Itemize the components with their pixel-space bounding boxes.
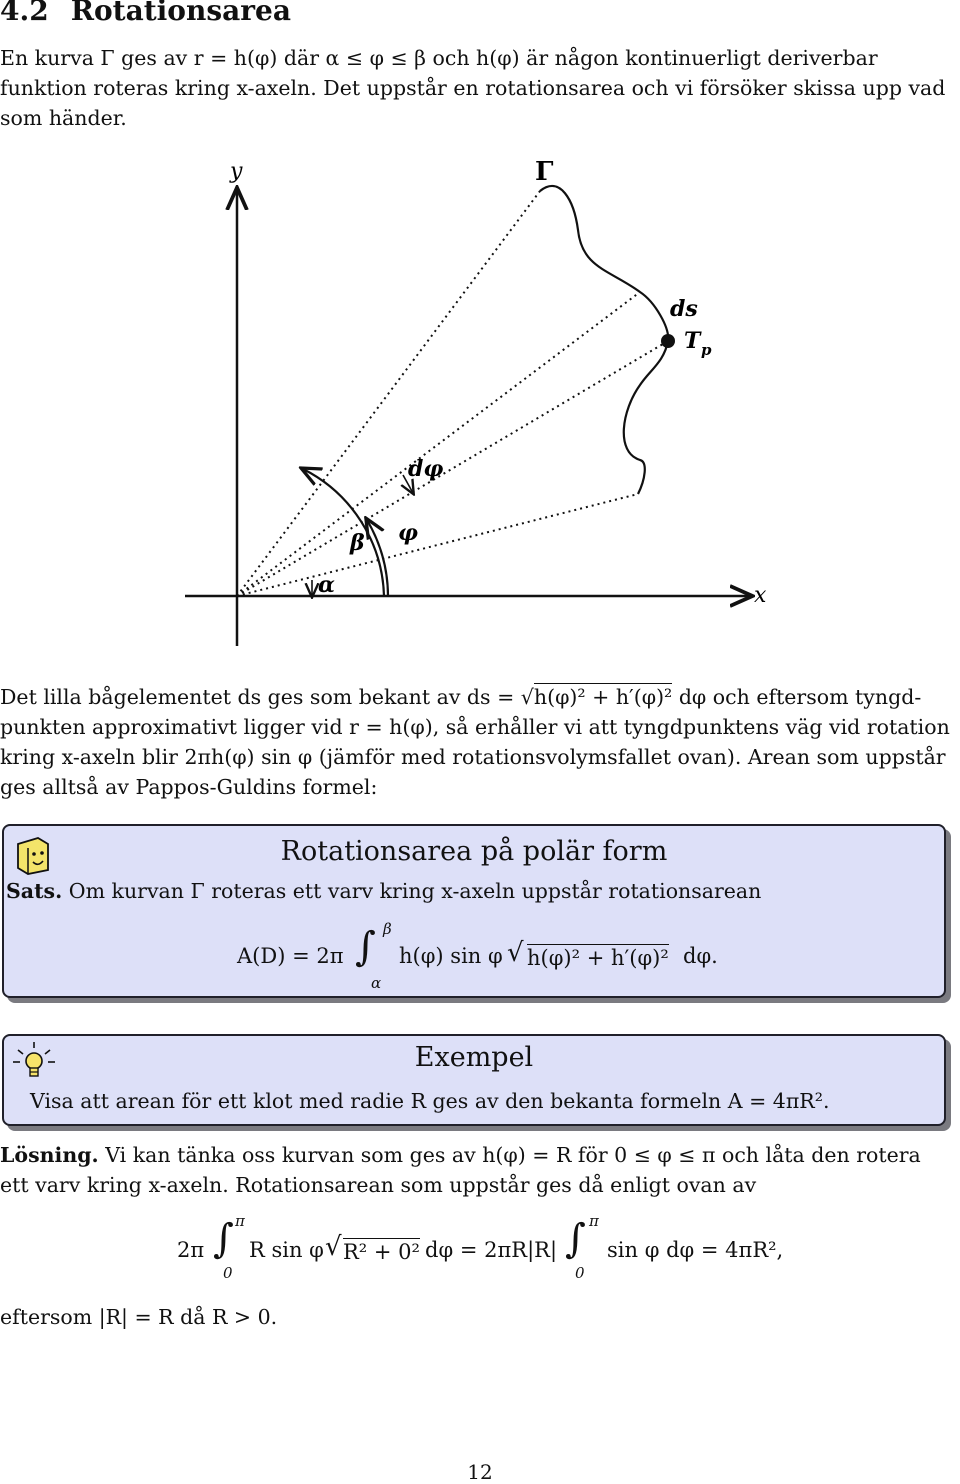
sqrt-sign: √ [520,685,534,709]
body-paragraph [0,682,960,802]
theorem-statement [6,876,761,906]
rotation-figure [170,150,790,650]
body-line: punkten approximativt ligger vid r = h(φ), så erhåller vi att tyngdpunktens väg vid rotation [0,715,950,739]
theorem-formula [237,920,797,994]
integral-sign: ∫ [565,1216,586,1262]
formula-end: sin φ dφ = 4πR², [607,1238,784,1262]
y-axis-label: y [230,159,243,184]
solution-conclusion: eftersom |R| = R då R > 0. [0,1305,278,1329]
body-line [0,682,960,712]
intro-line: funktion roteras kring x-axeln. Det uppstår en rotationsarea och vi försöker skissa upp vad [0,76,946,100]
body-line: ges alltså av Pappos-Guldins formel: [0,775,378,799]
solution-paragraph [0,1140,960,1200]
curve-gamma [540,186,668,494]
example-title: Exempel [414,1042,534,1073]
body-text: dφ och eftersom tyngd- [678,685,922,709]
theorem-label: Sats. [6,879,63,903]
ray-alpha [237,494,638,596]
beta-label: β [350,530,365,556]
integral-sign: ∫ [355,924,376,970]
radicand: R² + 0² [343,1240,420,1264]
theorem-box [2,824,946,998]
radicand: h(φ)² + h′(φ)² [527,946,669,970]
body-text: Det lilla bågelementet ds ges som bekant av ds = [0,685,515,709]
solution-line: ett varv kring x-axeln. Rotationsarean som uppstår ges då enligt ovan av [0,1173,757,1197]
solution-formula [177,1212,817,1292]
gamma-label: Γ [535,157,554,187]
example-text: Visa att arean för ett klot med radie R ges av den bekanta formeln A = 4πR². [30,1089,830,1113]
solution-line [0,1140,960,1170]
sqrt-sign: √ [325,1232,342,1262]
section-title: Rotationsarea [70,0,291,27]
theorem-title: Rotationsarea på polär form [280,836,668,867]
tp-subscript: p [701,341,712,359]
alpha-label: α [318,572,335,598]
point-tp [661,334,675,348]
dphi-label: dφ [408,456,444,482]
ray-beta [237,292,640,596]
intro-line: som händer. [0,106,127,130]
upper-limit: β [383,920,392,938]
lower-limit: 0 [575,1264,585,1282]
ray-phi [237,341,668,596]
lower-limit: α [371,974,382,992]
intro-paragraph [0,43,960,133]
integrand: h(φ) sin φ [399,944,503,968]
body-line: kring x-axeln blir 2πh(φ) sin φ (jämför med rotationsvolymsfallet ovan). Arean som uppstår [0,745,946,769]
solution-label: Lösning. [0,1143,99,1167]
upper-limit: π [235,1212,245,1230]
page-number: 12 [467,1460,493,1484]
formula-lhs: A(D) = 2π [237,944,344,968]
theorem-text: Om kurvan Γ roteras ett varv kring x-axeln uppstår rotationsarean [68,879,762,903]
solution-text: Vi kan tänka oss kurvan som ges av h(φ) = R för 0 ≤ φ ≤ π och låta den rotera [105,1143,921,1167]
section-heading [0,0,291,27]
sqrt-sign: √ [507,938,524,968]
lower-limit: 0 [223,1264,233,1282]
formula-middle: dφ = 2πR|R| [425,1238,558,1262]
integrand: R sin φ [249,1238,324,1262]
tp-label: T [684,328,701,354]
formula-tail: dφ. [683,944,718,968]
ray-to-curve-start [237,191,540,596]
ds-label: ds [670,296,698,322]
section-number: 4.2 [0,0,49,27]
integral-sign: ∫ [213,1216,234,1262]
upper-limit: π [589,1212,599,1230]
phi-label: φ [398,520,418,546]
x-axis-label: x [754,583,767,608]
radicand: h(φ)² + h′(φ)² [533,685,673,709]
arc-beta [303,469,384,596]
example-box [2,1034,946,1126]
formula-prefix: 2π [177,1238,205,1262]
intro-line: En kurva Γ ges av r = h(φ) där α ≤ φ ≤ β och h(φ) är någon kontinuerligt deriverbar [0,46,878,70]
